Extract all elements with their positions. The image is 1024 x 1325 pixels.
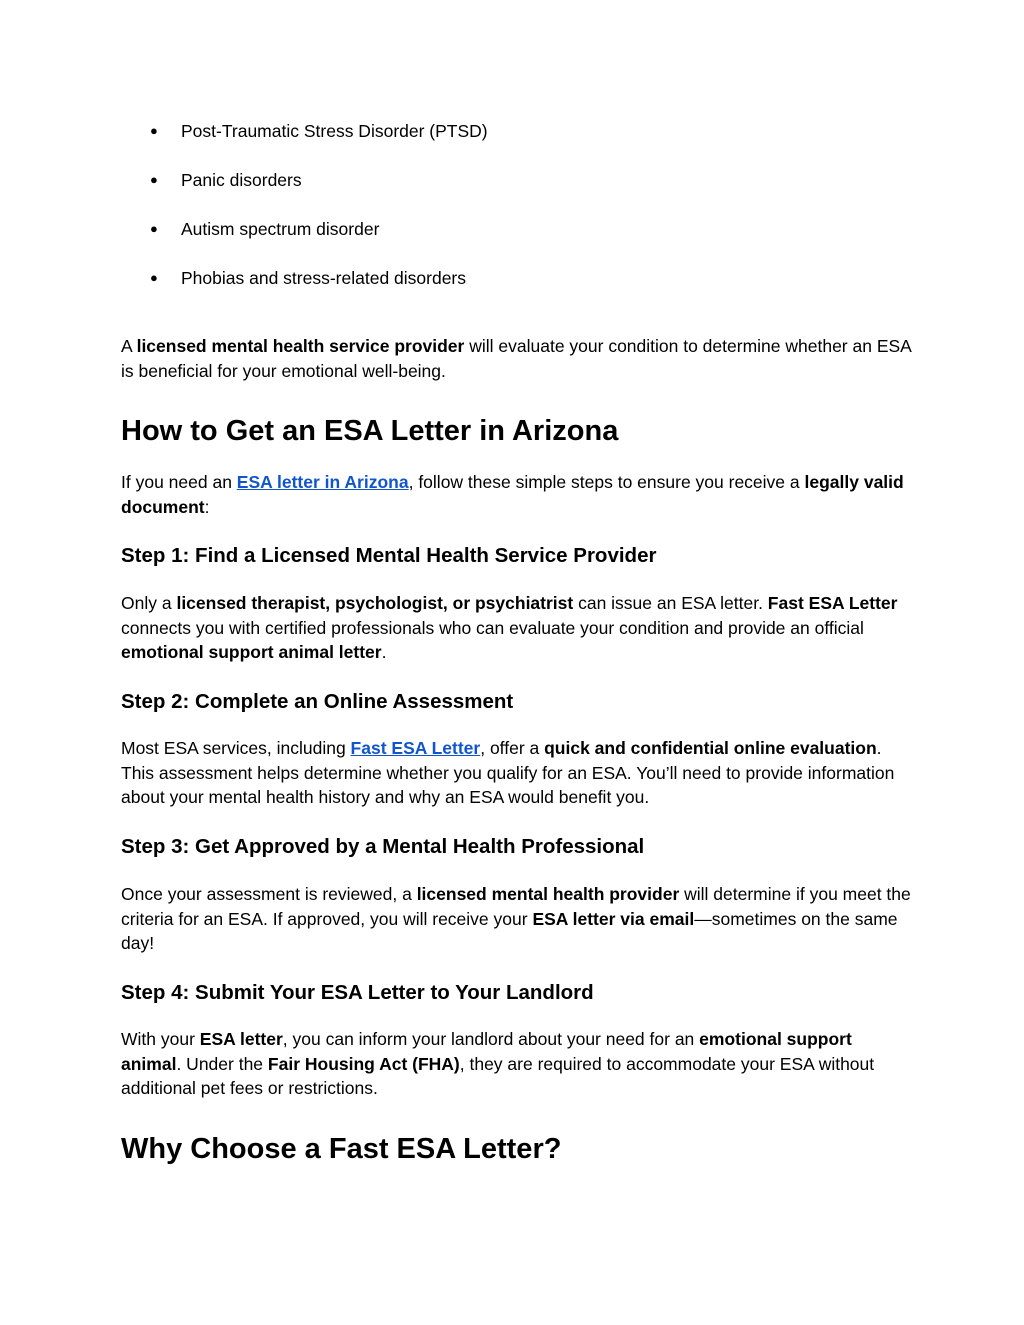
- step3-heading: Step 3: Get Approved by a Mental Health Professional: [121, 835, 645, 858]
- fast-esa-letter-link[interactable]: Fast ESA Letter: [350, 738, 481, 758]
- text-run: Only a: [121, 593, 177, 613]
- step3-paragraph: [121, 882, 911, 956]
- bold-text: licensed mental health service provider: [136, 336, 465, 356]
- step1-paragraph: [121, 591, 911, 665]
- bold-text: legally valid document: [121, 472, 904, 517]
- step2-heading: Step 2: Complete an Online Assessment: [121, 690, 514, 713]
- text-run: Once your assessment is reviewed, a: [121, 884, 417, 904]
- text-run: will evaluate your condition to determine whether an ESA is beneficial for your emotional well-being.: [121, 336, 911, 381]
- heading-why-choose: Why Choose a Fast ESA Letter?: [121, 1133, 562, 1165]
- text-run: With your: [121, 1029, 200, 1049]
- text-run: :: [204, 496, 210, 517]
- bullet-icon: ●: [150, 123, 158, 138]
- step4-heading: Step 4: Submit Your ESA Letter to Your Landlord: [121, 981, 594, 1004]
- bold-text: ESA letter: [199, 1029, 283, 1049]
- bold-text: licensed mental health provider: [416, 884, 680, 904]
- text-run: Most ESA services, including: [121, 738, 351, 758]
- intro-paragraph: [121, 334, 911, 383]
- bold-text: quick and confidential online evaluation: [544, 738, 877, 758]
- list-item-text: Phobias and stress-related disorders: [181, 268, 467, 288]
- text-run: If you need an: [121, 472, 237, 492]
- step2-paragraph: [121, 736, 911, 810]
- text-run: will determine if you meet the criteria for an ESA. If approved, you will receive your: [121, 884, 911, 929]
- text-run: .: [381, 642, 387, 662]
- bold-text: Fast ESA Letter: [767, 593, 898, 613]
- esa-letter-arizona-link[interactable]: ESA letter in Arizona: [236, 472, 409, 492]
- bullet-icon: ●: [150, 221, 158, 236]
- bullet-icon: ●: [150, 172, 158, 187]
- text-run: connects you with certified professionals who can evaluate your condition and provide an official: [121, 617, 864, 638]
- list-item-text: Post-Traumatic Stress Disorder (PTSD): [181, 121, 488, 141]
- text-run: . Under the: [176, 1053, 268, 1074]
- bullet-icon: ●: [150, 270, 158, 285]
- bold-text: ESA letter via email: [532, 908, 695, 929]
- bold-text: Fair Housing Act (FHA): [267, 1053, 460, 1074]
- text-run: can issue an ESA letter.: [573, 593, 768, 613]
- text-run: , they are required to accommodate your ESA without additional pet fees or restrictions.: [121, 1053, 875, 1098]
- bold-text: emotional support animal: [121, 1029, 852, 1074]
- bold-text: licensed therapist, psychologist, or psychiatrist: [176, 593, 574, 613]
- list-item-text: Autism spectrum disorder: [181, 219, 380, 239]
- text-run: , you can inform your landlord about your need for an: [282, 1029, 700, 1049]
- step1-heading: Step 1: Find a Licensed Mental Health Service Provider: [121, 544, 657, 567]
- heading-how-to-get: How to Get an ESA Letter in Arizona: [121, 415, 619, 447]
- text-run: A: [121, 336, 137, 356]
- text-run: , offer a: [480, 738, 545, 758]
- step4-paragraph: [121, 1027, 911, 1101]
- text-run: . This assessment helps determine whether you qualify for an ESA. You’ll need to provide information about your mental health history and why an ESA would benefit you.: [121, 738, 895, 807]
- bold-text: emotional support animal letter: [121, 642, 382, 662]
- text-run: —sometimes on the same day!: [121, 908, 898, 953]
- list-item-text: Panic disorders: [181, 170, 302, 190]
- text-run: , follow these simple steps to ensure you receive a: [408, 472, 805, 492]
- steps-intro-paragraph: [121, 470, 911, 519]
